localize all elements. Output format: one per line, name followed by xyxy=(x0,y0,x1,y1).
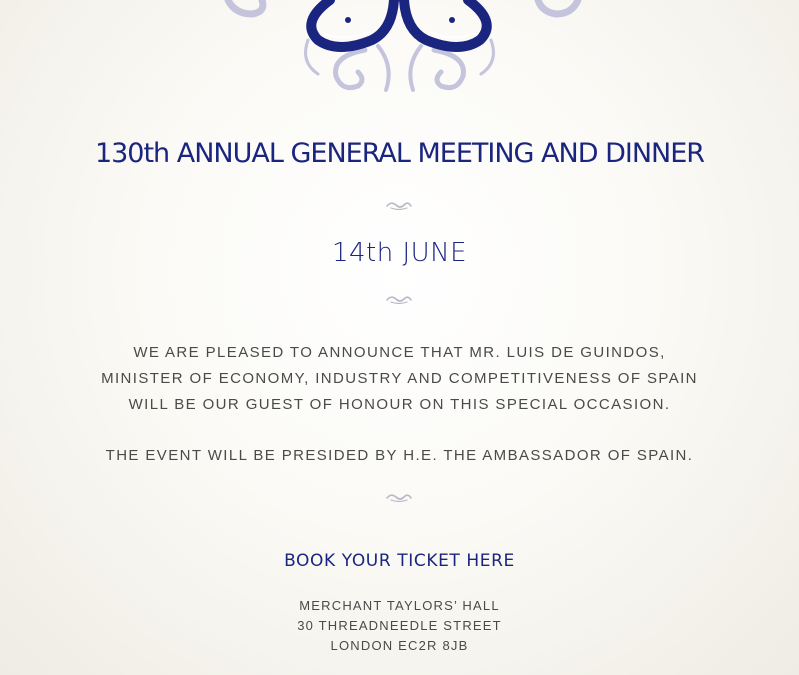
flourish-ornament-icon xyxy=(0,0,799,100)
announcement-line: MINISTER OF ECONOMY, INDUSTRY AND COMPETITIVENESS OF SPAIN xyxy=(101,370,698,387)
book-ticket-link[interactable]: BOOK YOUR TICKET HERE xyxy=(284,551,515,571)
announcement-line: WE ARE PLEASED TO ANNOUNCE THAT MR. LUIS DE GUINDOS, xyxy=(133,344,666,361)
event-title: 130th ANNUAL GENERAL MEETING AND DINNER xyxy=(94,138,705,169)
announcement-text xyxy=(0,340,799,418)
swirl-divider-icon xyxy=(385,492,413,504)
event-date: 14th JUNE xyxy=(331,238,468,268)
venue-name: MERCHANT TAYLORS’ HALL xyxy=(299,598,500,613)
venue-address xyxy=(0,596,799,656)
presided-text: THE EVENT WILL BE PRESIDED BY H.E. THE AMBASSADOR OF SPAIN. xyxy=(105,447,694,464)
venue-city: LONDON EC2R 8JB xyxy=(330,638,469,653)
announcement-line: WILL BE OUR GUEST OF HONOUR ON THIS SPECIAL OCCASION. xyxy=(128,396,671,413)
swirl-divider-icon xyxy=(385,200,413,212)
swirl-divider-icon xyxy=(385,294,413,306)
venue-street: 30 THREADNEEDLE STREET xyxy=(297,618,502,633)
